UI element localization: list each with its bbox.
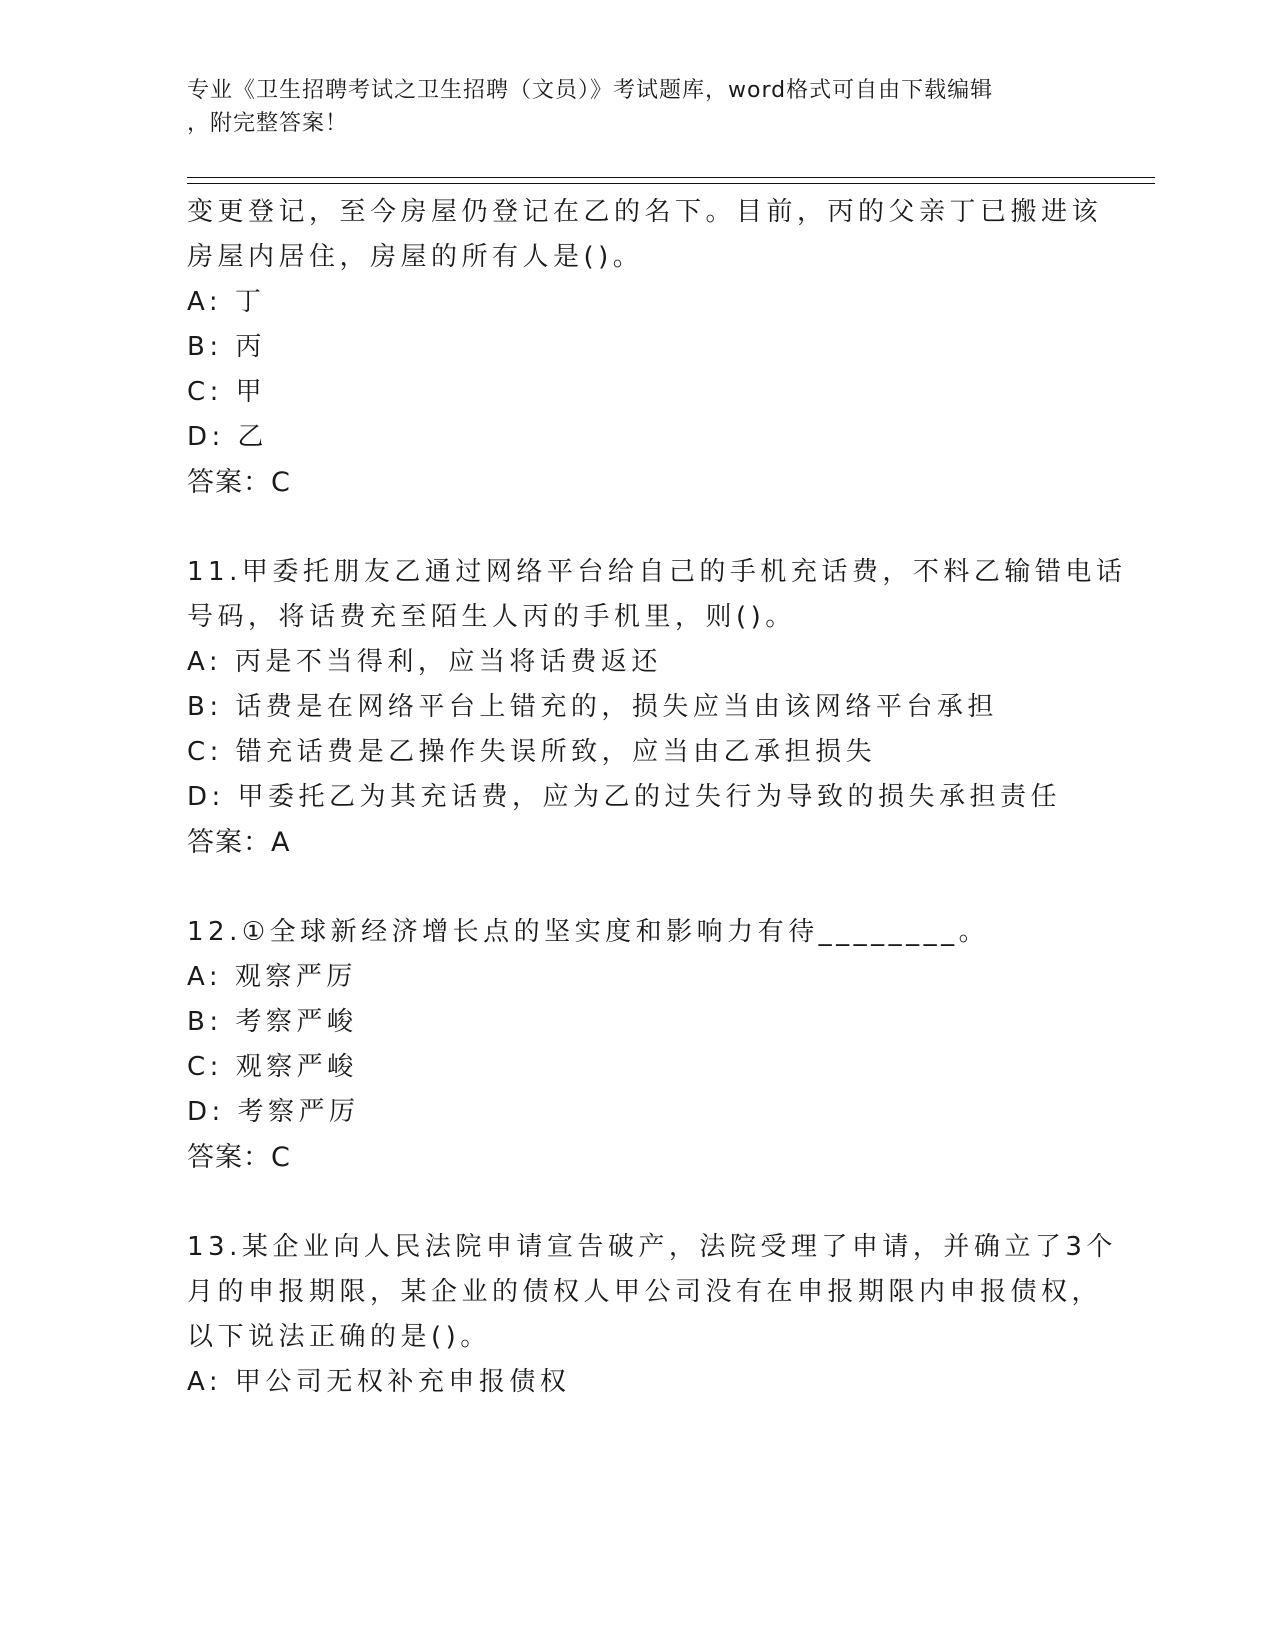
question-list: [187, 190, 1147, 1405]
spacer: [187, 1180, 1147, 1225]
document-header: [187, 74, 1087, 140]
option-d: D: 乙: [187, 422, 269, 452]
question-stem-line: 号码，将话费充至陌生人丙的手机里，则()。: [187, 602, 796, 632]
spacer: [187, 865, 1147, 910]
answer-label: 答案：C: [187, 1142, 291, 1173]
option-a: A: 丁: [187, 287, 266, 317]
option-a: A: 观察严厉: [187, 962, 357, 992]
option-b: B: 考察严峻: [187, 1007, 358, 1037]
answer-label: 答案：C: [187, 467, 291, 498]
question-13: [187, 1225, 1147, 1405]
question-12: [187, 910, 1147, 1180]
question-stem-line: 月的申报期限，某企业的债权人甲公司没有在申报期限内申报债权，: [187, 1277, 1103, 1307]
option-c: C: 甲: [187, 377, 267, 407]
option-b: B: 话费是在网络平台上错充的，损失应当由该网络平台承担: [187, 692, 998, 722]
option-c: C: 观察严峻: [187, 1052, 358, 1082]
option-c: C: 错充话费是乙操作失误所致，应当由乙承担损失: [187, 737, 877, 767]
question-stem-line: 变更登记，至今房屋仍登记在乙的名下。目前，丙的父亲丁已搬进该: [187, 197, 1103, 227]
header-line-2: ，附完整答案！: [187, 111, 349, 136]
answer-label: 答案：A: [187, 827, 291, 858]
question-stem-line: 房屋内居住，房屋的所有人是()。: [187, 242, 644, 272]
question-stem-line: 以下说法正确的是()。: [187, 1322, 491, 1352]
question-stem-line: 11.甲委托朋友乙通过网络平台给自己的手机充话费，不料乙输错电话: [187, 557, 1127, 587]
question-stem-line: 12.①全球新经济增长点的坚实度和影响力有待________。: [187, 917, 990, 947]
header-line-1: 专业《卫生招聘考试之卫生招聘（文员）》考试题库，word格式可自由下载编辑: [187, 78, 994, 103]
option-b: B: 丙: [187, 332, 266, 362]
option-a: A: 丙是不当得利，应当将话费返还: [187, 647, 662, 677]
option-d: D: 甲委托乙为其充话费，应为乙的过失行为导致的损失承担责任: [187, 782, 1062, 812]
spacer: [187, 505, 1147, 550]
question-10: [187, 190, 1147, 505]
question-stem-line: 13.某企业向人民法院申请宣告破产，法院受理了申请，并确立了3个: [187, 1232, 1117, 1262]
question-11: [187, 550, 1147, 865]
header-divider-top: [187, 177, 1155, 178]
option-d: D: 考察严厉: [187, 1097, 360, 1127]
option-a: A: 甲公司无权补充申报债权: [187, 1367, 571, 1397]
header-divider-bottom: [187, 183, 1155, 184]
